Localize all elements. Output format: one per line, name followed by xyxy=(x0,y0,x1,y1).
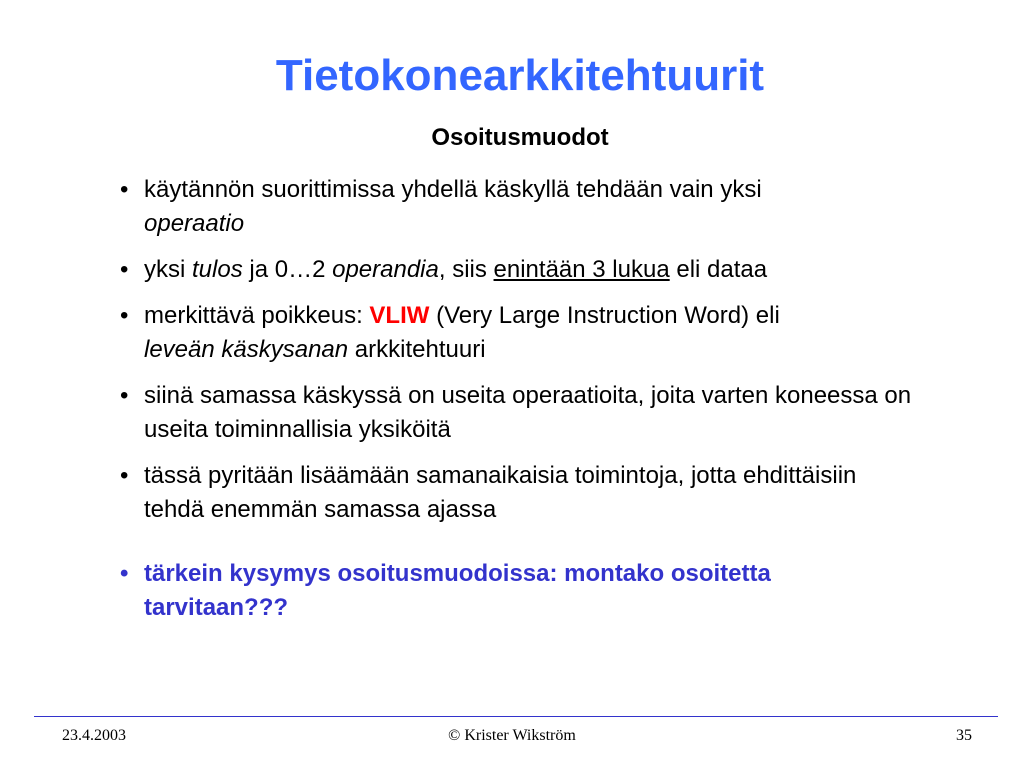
bullet-1-emphasis: operaatio xyxy=(144,210,245,237)
bullet-item-3 xyxy=(116,299,916,367)
bullet-2-text-4: eli dataa xyxy=(669,256,768,283)
bullet-1-text: käytännön suorittimissa yhdellä käskyllä tehdään vain yksi xyxy=(144,176,762,203)
bullet-5-text: tässä pyritään lisäämään samanaikaisia toimintoja, jotta ehdittäisiin tehdä enemmän samassa ajassa xyxy=(144,462,857,523)
bullet-item-5 xyxy=(116,459,916,527)
vliw-highlight: VLIW xyxy=(369,302,430,329)
footer-author: © Krister Wikström xyxy=(448,727,576,744)
slide-subtitle: Osoitusmuodot xyxy=(431,124,609,151)
bullet-marker: • xyxy=(120,176,129,203)
bullet-2-text-2: ja 0…2 xyxy=(242,256,333,283)
bullet-marker: • xyxy=(120,256,129,283)
bullet-marker: • xyxy=(120,462,129,489)
key-question-text: tärkein kysymys osoitusmuodoissa: montako osoitetta tarvitaan??? xyxy=(144,560,771,621)
slide-title: Tietokonearkkitehtuurit xyxy=(275,51,765,100)
bullet-3-emphasis: leveän käskysanan xyxy=(144,336,349,363)
bullet-3-text-3: arkkitehtuuri xyxy=(348,336,486,363)
bullet-marker: • xyxy=(120,302,129,329)
bullet-2-emphasis-2: operandia xyxy=(332,256,439,283)
bullet-2-text-3: , siis xyxy=(438,256,494,283)
bullet-list xyxy=(116,173,916,637)
bullet-3-text-2: (Very Large Instruction Word) eli xyxy=(429,302,780,329)
footer-date: 23.4.2003 xyxy=(62,727,126,744)
bullet-item-1 xyxy=(116,173,916,241)
bullet-item-4 xyxy=(116,379,916,447)
bullet-4-text: siinä samassa käskyssä on useita operaatioita, joita varten koneessa on useita toiminnallisia yksiköitä xyxy=(144,382,912,443)
bullet-2-emphasis-1: tulos xyxy=(192,256,243,283)
footer-divider xyxy=(34,716,998,717)
bullet-2-underlined: enintään 3 lukua xyxy=(493,256,670,283)
page-number: 35 xyxy=(956,727,972,744)
bullet-marker: • xyxy=(120,382,129,409)
bullet-item-6 xyxy=(116,557,916,625)
bullet-item-2 xyxy=(116,253,916,287)
bullet-3-text-1: merkittävä poikkeus: xyxy=(144,302,370,329)
bullet-marker: • xyxy=(120,560,129,587)
bullet-2-text-1: yksi xyxy=(144,256,192,283)
